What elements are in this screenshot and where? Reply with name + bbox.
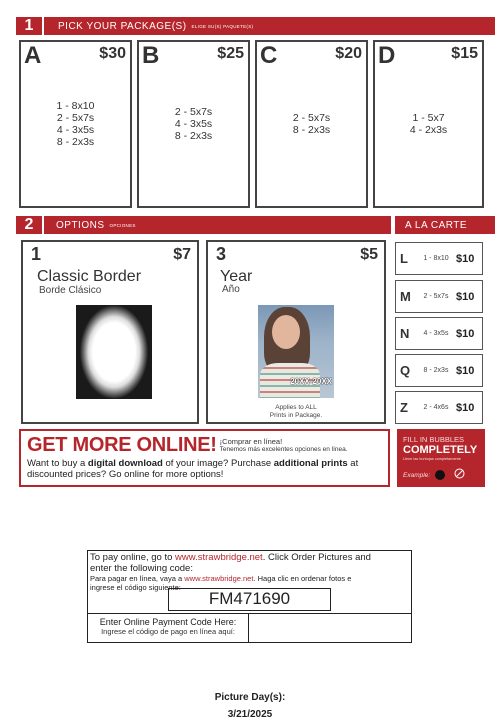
alacarte-letter: Q (400, 363, 411, 378)
year-overlay-text: 20XX-20XX (290, 377, 332, 386)
payment-code-input[interactable] (251, 615, 411, 642)
bubbles-example-label: Example: (403, 471, 431, 479)
package-price: $15 (451, 45, 478, 62)
payment-line: enter the following code: (90, 562, 193, 574)
alacarte-price: $10 (456, 290, 475, 303)
payment-url-link-es[interactable]: www.strawbridge.net (184, 574, 254, 583)
alacarte-title: A LA CARTE (405, 219, 468, 231)
package-price: $25 (217, 45, 244, 62)
option-price: $7 (173, 246, 191, 263)
alacarte-desc: 1 - 8x10 (423, 255, 449, 262)
option-number: 1 (31, 244, 42, 264)
package-items (21, 42, 130, 206)
section-1-number: 1 (16, 17, 44, 35)
alacarte-item-z[interactable] (395, 391, 483, 424)
online-promo-es-line: ¡Comprar en línea! (219, 437, 283, 446)
section-1-title: PICK YOUR PACKAGE(S) (58, 20, 187, 32)
package-c[interactable] (255, 40, 368, 208)
bubbles-line1: FILL IN BUBBLES (403, 435, 464, 444)
alacarte-letter: L (400, 251, 408, 266)
alacarte-price: $10 (456, 364, 475, 377)
alacarte-desc: 2 - 5x7s (423, 293, 449, 300)
package-a[interactable] (19, 40, 132, 208)
package-price: $20 (335, 45, 362, 62)
package-letter: B (142, 42, 160, 69)
package-b[interactable] (137, 40, 250, 208)
picture-day-label: Picture Day(s): (214, 692, 286, 703)
option-subtitle: Borde Clásico (39, 285, 102, 296)
payment-es-line: Para pagar en línea, vaya a www.strawbridge.net. Haga clic en ordenar fotos e (90, 574, 352, 583)
bubbles-line2: COMPLETELY (403, 444, 478, 456)
option-price: $5 (360, 246, 378, 263)
option-number: 3 (216, 244, 227, 264)
alacarte-price: $10 (456, 252, 475, 265)
payment-instructions (90, 553, 410, 592)
payment-code-label (88, 614, 249, 642)
alacarte-bar (395, 216, 495, 234)
package-item: 4 - 2x3s (409, 124, 448, 136)
payment-line: To pay online, go to www.strawbridge.net. Click Order Pictures and (90, 552, 371, 563)
payment-es-line: ingrese el código siguiente: (90, 583, 181, 592)
package-item: 4 - 3x5s (174, 118, 213, 130)
payment-code-label-es: Ingrese el código de pago en línea aquí: (101, 627, 235, 636)
alacarte-item-m[interactable] (395, 280, 483, 313)
option-title: Classic Border (37, 268, 142, 285)
package-price: $30 (99, 45, 126, 62)
alacarte-price: $10 (456, 401, 475, 414)
package-item: 2 - 5x7s (56, 112, 95, 124)
crossed-bubble-icon (454, 466, 465, 484)
alacarte-letter: Z (400, 400, 408, 415)
online-promo-headline-row (27, 434, 348, 457)
alacarte-desc: 8 - 2x3s (423, 367, 449, 374)
bubbles-sub: Llene las burbujas completamente (403, 457, 461, 461)
section-2-number: 2 (16, 216, 44, 234)
package-item: 4 - 3x5s (56, 124, 95, 136)
package-item: 2 - 5x7s (174, 106, 213, 118)
payment-url-link[interactable]: www.strawbridge.net (175, 552, 263, 563)
package-item: 8 - 2x3s (292, 124, 331, 136)
payment-code-label-en: Enter Online Payment Code Here: (99, 617, 237, 627)
year-note-line: Prints in Package. (269, 412, 323, 419)
package-items (139, 42, 248, 206)
section-1-bar (16, 17, 495, 35)
alacarte-item-n[interactable] (395, 317, 483, 350)
payment-code: FM471690 (168, 588, 331, 611)
alacarte-desc: 2 - 4x6s (423, 404, 449, 411)
bubbles-example-row (403, 466, 465, 484)
section-2-title: OPTIONS (56, 219, 105, 231)
package-item: 1 - 8x10 (56, 100, 95, 112)
section-2-bar (16, 216, 391, 234)
package-letter: C (260, 42, 278, 69)
online-promo-spanish (220, 438, 348, 453)
alacarte-desc: 4 - 3x5s (423, 330, 449, 337)
online-promo-box (19, 429, 390, 487)
year-sample-photo (258, 305, 334, 398)
online-promo-line: Want to buy a digital download of your image? Purchase additional prints at (27, 458, 359, 469)
option-year[interactable] (206, 240, 386, 424)
online-promo-line: discounted prices? Go online for more options! (27, 469, 224, 480)
bubbles-instruction (397, 429, 485, 487)
package-letter: A (24, 42, 42, 69)
online-promo-headline: GET MORE ONLINE! (27, 434, 217, 456)
alacarte-item-l[interactable] (395, 242, 483, 275)
online-promo-es-line: Tenemos más excelentes opciones en línea. (219, 445, 348, 453)
photo-face (272, 315, 300, 349)
alacarte-letter: M (400, 289, 411, 304)
section-2-subtitle: OPCIONES (109, 222, 136, 228)
alacarte-letter: N (400, 326, 410, 341)
package-items (375, 42, 482, 206)
package-d[interactable] (373, 40, 484, 208)
option-classic-border[interactable] (21, 240, 199, 424)
package-item: 1 - 5x7 (412, 112, 445, 124)
package-letter: D (378, 42, 396, 69)
year-note (208, 404, 384, 420)
year-note-line: Applies to ALL (275, 404, 317, 411)
payment-box (87, 550, 412, 643)
package-items (257, 42, 366, 206)
option-title: Year (220, 268, 253, 285)
filled-bubble-icon (435, 470, 445, 480)
package-item: 8 - 2x3s (174, 130, 213, 142)
section-1-subtitle: ELIGE SU(S) PAQUETE(S) (191, 23, 254, 29)
option-subtitle: Año (222, 284, 240, 295)
package-item: 8 - 2x3s (56, 136, 95, 148)
online-promo-text (27, 458, 387, 480)
alacarte-price: $10 (456, 327, 475, 340)
package-item: 2 - 5x7s (292, 112, 331, 124)
border-sample-image (76, 305, 152, 399)
alacarte-item-q[interactable] (395, 354, 483, 387)
picture-day-date: 3/21/2025 (227, 709, 273, 720)
